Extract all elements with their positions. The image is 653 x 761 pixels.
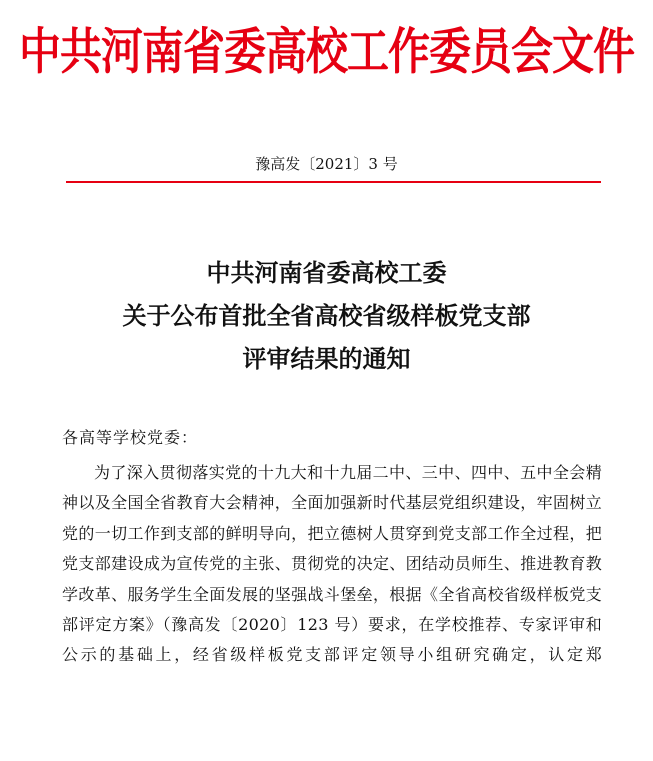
issuer-masthead: 中共河南省委高校工作委员会文件 [18, 22, 634, 81]
title-line-3: 评审结果的通知 [242, 345, 411, 373]
salutation: 各高等学校党委： [62, 428, 199, 447]
title-line-2: 关于公布首批全省高校省级样板党支部 [122, 302, 531, 330]
body-text [62, 458, 602, 671]
title-line-1: 中共河南省委高校工委 [206, 259, 447, 287]
body-paragraph: 为了深入贯彻落实党的十九大和十九届二中、三中、四中、五中全会精神以及全国全省教育大会精神，全面加强新时代基层党组织建设，牢固树立党的一切工作到支部的鲜明导向，把立德树人贯穿到党支部工作全过程，把党支部建设成为宣传党的主张、贯彻党的决定、团结动员师生、推进教育教学改革、服务学生全面发展的坚强战斗堡垒，根据《全省高校省级样板党支部评定方案》（豫高发〔2020〕123 号）要求，在学校推荐、专家评审和公示的基础上，经省级样板党支部评定领导小组研究确定，认定郑 [62, 463, 602, 665]
document-number: 豫高发〔2021〕3 号 [255, 155, 398, 173]
red-divider-line [66, 181, 601, 183]
